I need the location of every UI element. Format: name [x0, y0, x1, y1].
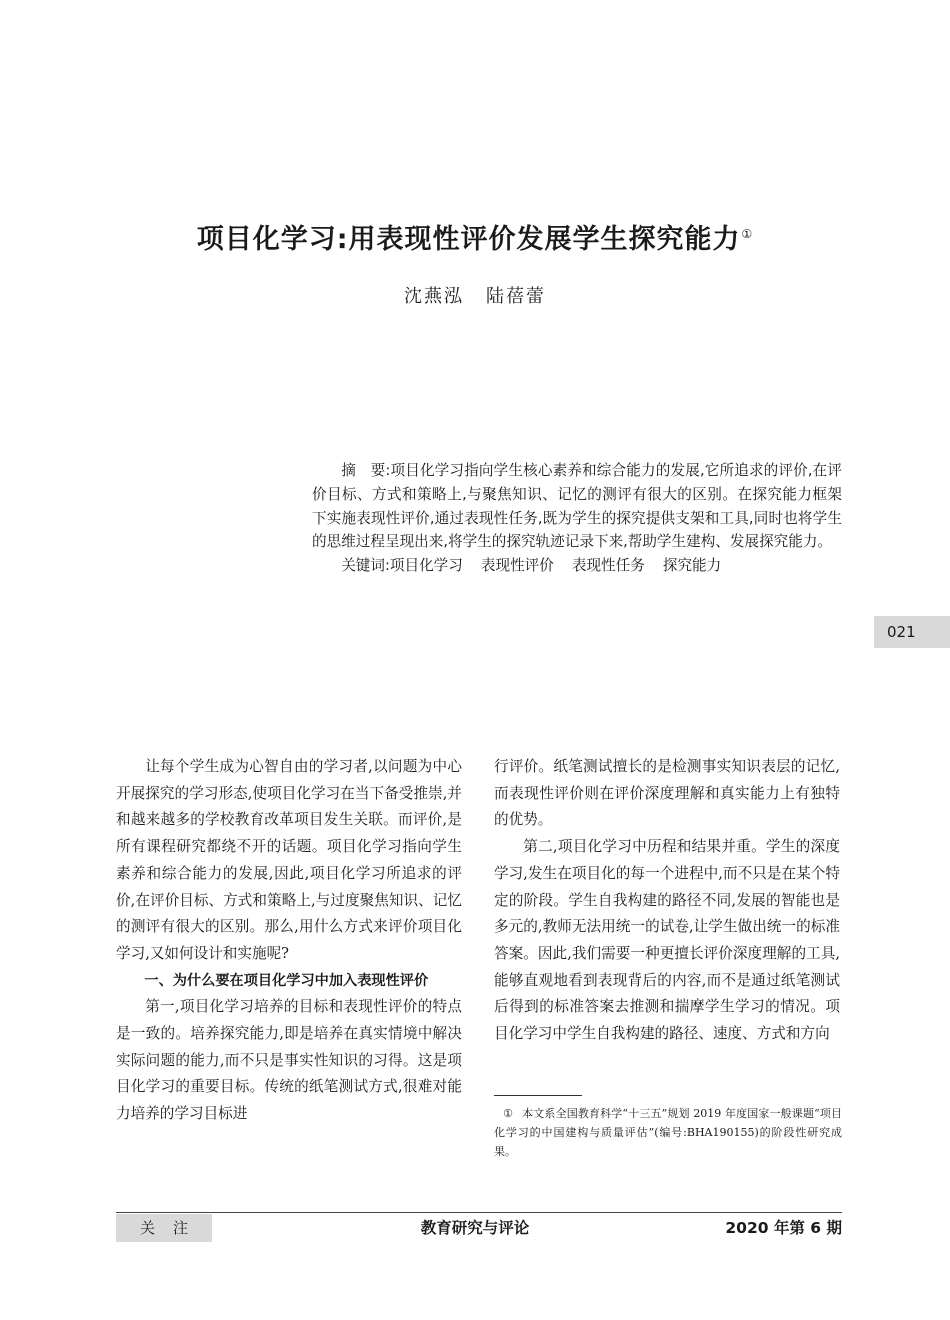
body-paragraph: 第一,项目化学习培养的目标和表现性评价的特点是一致的。培养探究能力,即是培养在真实情境中解决实际问题的能力,而不只是事实性知识的习得。这是项目化学习的重要目标。传统的纸笔测试方式,很难对能力培养的学习目标进: [116, 998, 462, 1123]
abstract-label: 摘 要:: [341, 462, 391, 479]
section-heading: 一、为什么要在项目化学习中加入表现性评价: [144, 972, 429, 989]
title-footnote-mark: ①: [741, 227, 754, 241]
article-title: [0, 214, 950, 260]
author-name: 沈燕泓: [404, 286, 464, 307]
keyword: 探究能力: [662, 557, 722, 575]
body-column-left: [116, 754, 462, 1128]
abstract-paragraph: [312, 459, 842, 554]
keywords-line: [312, 554, 842, 578]
article-title-text: 项目化学习:用表现性评价发展学生探究能力: [196, 224, 741, 255]
body-paragraph: 让每个学生成为心智自由的学习者,以问题为中心开展探究的学习形态,使项目化学习在当下备受推崇,并和越来越多的学校教育改革项目发生关联。而评价,是所有课程研究都绕不开的话题。项目化学习指向学生素养和综合能力的发展,因此,项目化学习所追求的评价,在评价目标、方式和策略上,与过度聚焦知识、记忆的测评有很大的区别。那么,用什么方式来评价项目化学习,又如何设计和实施呢?: [116, 758, 462, 962]
section-tag: 关注: [116, 1214, 212, 1242]
author-list: [0, 284, 950, 310]
author-name: 陆蓓蕾: [486, 286, 546, 307]
footnote: [494, 1104, 842, 1161]
keyword: 表现性任务: [571, 557, 645, 575]
keywords-label: 关键词:: [341, 557, 390, 575]
body-paragraph: 行评价。纸笔测试擅长的是检测事实知识表层的记忆,而表现性评价则在评价深度理解和真实能力上有独特的优势。: [494, 758, 840, 829]
keyword: 表现性评价: [480, 557, 554, 575]
footnote-mark: ①: [503, 1107, 513, 1120]
abstract-text: 项目化学习指向学生核心素养和综合能力的发展,它所追求的评价,在评价目标、方式和策略上,与聚焦知识、记忆的测评有很大的区别。在探究能力框架下实施表现性评价,通过表现性任务,既为学生的探究提供支架和工具,同时也将学生的思维过程呈现出来,将学生的探究轨迹记录下来,帮助学生建构、发展探究能力。: [312, 462, 843, 551]
abstract-block: [312, 459, 842, 578]
footer-rule: [116, 1212, 842, 1213]
page-number-tab: 021: [874, 616, 950, 648]
body-paragraph: 第二,项目化学习中历程和结果并重。学生的深度学习,发生在项目化的每一个进程中,而不只是在某个特定的阶段。学生自我构建的路径不同,发展的智能也是多元的,教师无法用统一的试卷,让学生做出统一的标准答案。因此,我们需要一种更擅长评价深度理解的工具,能够直观地看到表现背后的内容,而不是通过纸笔测试后得到的标准答案去推测和揣摩学生学习的情况。项目化学习中学生自我构建的路径、速度、方式和方向: [494, 838, 840, 1043]
footnote-divider: [494, 1095, 582, 1096]
body-column-right: [494, 754, 840, 1048]
journal-name: 教育研究与评论: [420, 1219, 530, 1237]
keyword: 项目化学习: [389, 557, 463, 575]
issue-label: 2020 年第 6 期: [725, 1219, 842, 1237]
footnote-text: 本文系全国教育科学“十三五”规划 2019 年度国家一般课题“项目化学习的中国建构与质量评估”(编号:BHA190155)的阶段性研究成果。: [494, 1107, 842, 1158]
